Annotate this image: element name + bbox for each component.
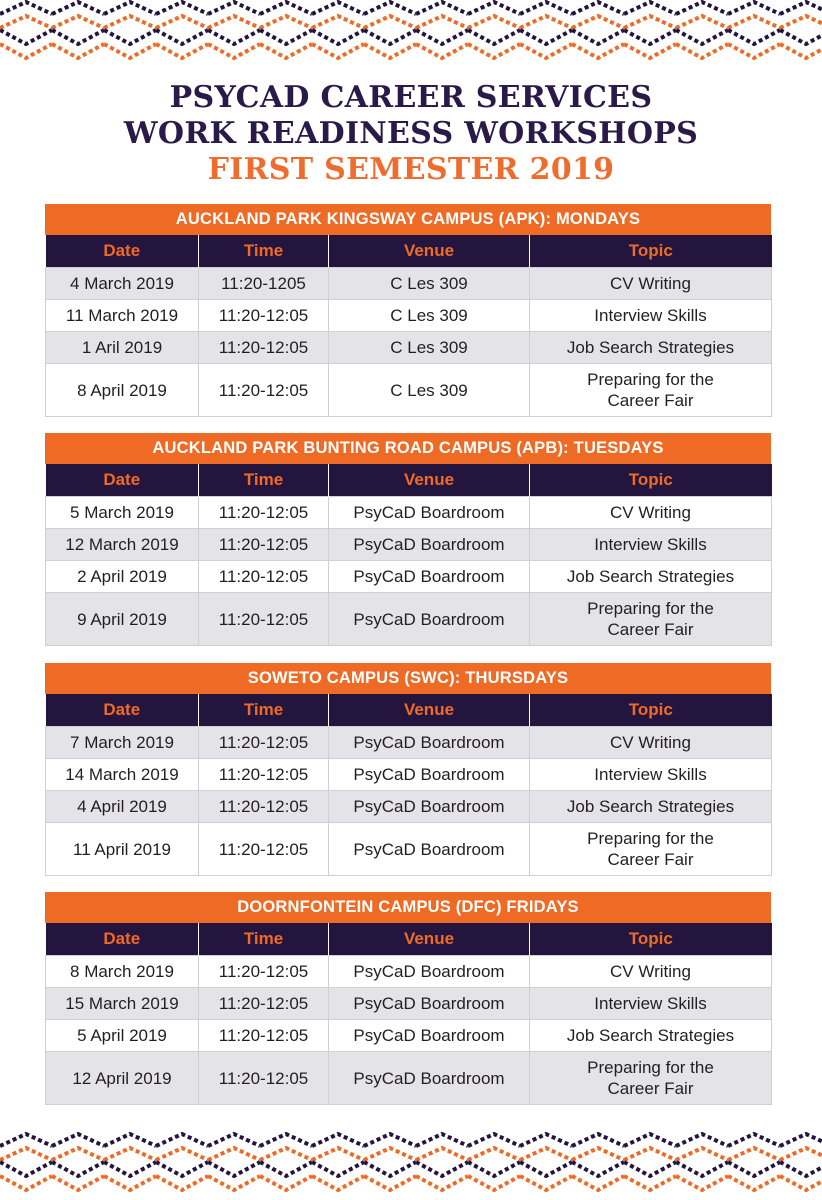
table-row bbox=[46, 561, 772, 593]
topic-line: Preparing for the bbox=[587, 829, 714, 848]
title-line-1: PSYCAD CAREER SERVICES bbox=[169, 80, 653, 115]
cell-venue: PsyCaD Boardroom bbox=[329, 791, 530, 823]
cell-topic: Interview Skills bbox=[530, 988, 772, 1020]
topic-line: Career Fair bbox=[607, 1079, 694, 1098]
section-heading: SOWETO CAMPUS (SWC): THURSDAYS bbox=[45, 663, 771, 694]
cell-date: 15 March 2019 bbox=[46, 988, 199, 1020]
topic-line: Preparing for the bbox=[587, 1058, 714, 1077]
cell-date: 12 April 2019 bbox=[46, 1052, 199, 1105]
section-swc bbox=[45, 663, 771, 876]
column-header-time: Time bbox=[199, 923, 329, 956]
top-pattern-border bbox=[0, 0, 822, 68]
cell-time: 11:20-12:05 bbox=[199, 791, 329, 823]
cell-time: 11:20-12:05 bbox=[199, 823, 329, 876]
table-row bbox=[46, 332, 772, 364]
cell-time: 11:20-12:05 bbox=[199, 956, 329, 988]
cell-date: 4 April 2019 bbox=[46, 791, 199, 823]
column-header-time: Time bbox=[199, 235, 329, 268]
cell-time: 11:20-1205 bbox=[199, 268, 329, 300]
column-header-date: Date bbox=[46, 235, 199, 268]
topic-line: Preparing for the bbox=[587, 599, 714, 618]
table-header-row bbox=[46, 694, 772, 727]
table-row bbox=[46, 823, 772, 876]
cell-venue: C Les 309 bbox=[329, 364, 530, 417]
cell-topic: Job Search Strategies bbox=[530, 332, 772, 364]
zigzag-pattern-icon bbox=[0, 1132, 822, 1200]
cell-topic: Interview Skills bbox=[530, 300, 772, 332]
topic-line: Preparing for the bbox=[587, 370, 714, 389]
cell-time: 11:20-12:05 bbox=[199, 1052, 329, 1105]
cell-time: 11:20-12:05 bbox=[199, 364, 329, 417]
column-header-topic: Topic bbox=[530, 694, 772, 727]
column-header-venue: Venue bbox=[329, 464, 530, 497]
column-header-topic: Topic bbox=[530, 923, 772, 956]
cell-time: 11:20-12:05 bbox=[199, 300, 329, 332]
cell-venue: PsyCaD Boardroom bbox=[329, 956, 530, 988]
cell-date: 5 April 2019 bbox=[46, 1020, 199, 1052]
cell-topic: Job Search Strategies bbox=[530, 1020, 772, 1052]
cell-date: 5 March 2019 bbox=[46, 497, 199, 529]
cell-date: 9 April 2019 bbox=[46, 593, 199, 646]
column-header-topic: Topic bbox=[530, 235, 772, 268]
table-row bbox=[46, 956, 772, 988]
table-row bbox=[46, 364, 772, 417]
schedule-table bbox=[45, 923, 772, 1105]
column-header-time: Time bbox=[199, 694, 329, 727]
cell-date: 8 March 2019 bbox=[46, 956, 199, 988]
cell-topic: Job Search Strategies bbox=[530, 791, 772, 823]
column-header-venue: Venue bbox=[329, 694, 530, 727]
cell-venue: C Les 309 bbox=[329, 332, 530, 364]
cell-venue: PsyCaD Boardroom bbox=[329, 497, 530, 529]
column-header-venue: Venue bbox=[329, 235, 530, 268]
table-row bbox=[46, 497, 772, 529]
table-row bbox=[46, 759, 772, 791]
topic-line: Career Fair bbox=[607, 620, 694, 639]
cell-topic bbox=[530, 1052, 772, 1105]
table-row bbox=[46, 300, 772, 332]
cell-topic: Interview Skills bbox=[530, 759, 772, 791]
table-row bbox=[46, 988, 772, 1020]
topic-line: Career Fair bbox=[607, 850, 694, 869]
cell-date: 8 April 2019 bbox=[46, 364, 199, 417]
column-header-topic: Topic bbox=[530, 464, 772, 497]
cell-venue: PsyCaD Boardroom bbox=[329, 529, 530, 561]
cell-venue: PsyCaD Boardroom bbox=[329, 1052, 530, 1105]
table-row bbox=[46, 1052, 772, 1105]
section-heading: DOORNFONTEIN CAMPUS (DFC) FRIDAYS bbox=[45, 892, 771, 923]
table-row bbox=[46, 593, 772, 646]
table-row bbox=[46, 268, 772, 300]
cell-venue: PsyCaD Boardroom bbox=[329, 759, 530, 791]
table-row bbox=[46, 791, 772, 823]
cell-time: 11:20-12:05 bbox=[199, 332, 329, 364]
cell-venue: PsyCaD Boardroom bbox=[329, 988, 530, 1020]
cell-date: 2 April 2019 bbox=[46, 561, 199, 593]
cell-date: 14 March 2019 bbox=[46, 759, 199, 791]
cell-topic: CV Writing bbox=[530, 956, 772, 988]
column-header-time: Time bbox=[199, 464, 329, 497]
column-header-venue: Venue bbox=[329, 923, 530, 956]
cell-date: 1 Aril 2019 bbox=[46, 332, 199, 364]
cell-time: 11:20-12:05 bbox=[199, 593, 329, 646]
table-header-row bbox=[46, 923, 772, 956]
cell-venue: PsyCaD Boardroom bbox=[329, 727, 530, 759]
cell-venue: PsyCaD Boardroom bbox=[329, 561, 530, 593]
cell-topic bbox=[530, 364, 772, 417]
section-apk bbox=[45, 204, 771, 417]
cell-topic bbox=[530, 593, 772, 646]
cell-venue: PsyCaD Boardroom bbox=[329, 593, 530, 646]
cell-venue: PsyCaD Boardroom bbox=[329, 823, 530, 876]
section-apb bbox=[45, 433, 771, 646]
table-row bbox=[46, 727, 772, 759]
cell-time: 11:20-12:05 bbox=[199, 561, 329, 593]
cell-topic: CV Writing bbox=[530, 268, 772, 300]
cell-topic: CV Writing bbox=[530, 727, 772, 759]
title-line-2: WORK READINESS WORKSHOPS bbox=[123, 116, 699, 151]
column-header-date: Date bbox=[46, 464, 199, 497]
table-row bbox=[46, 1020, 772, 1052]
column-header-date: Date bbox=[46, 694, 199, 727]
cell-topic: Job Search Strategies bbox=[530, 561, 772, 593]
cell-date: 11 March 2019 bbox=[46, 300, 199, 332]
cell-date: 12 March 2019 bbox=[46, 529, 199, 561]
cell-time: 11:20-12:05 bbox=[199, 727, 329, 759]
table-header-row bbox=[46, 464, 772, 497]
cell-date: 7 March 2019 bbox=[46, 727, 199, 759]
cell-topic bbox=[530, 823, 772, 876]
topic-line: Career Fair bbox=[607, 391, 694, 410]
cell-date: 4 March 2019 bbox=[46, 268, 199, 300]
cell-time: 11:20-12:05 bbox=[199, 497, 329, 529]
schedule-table bbox=[45, 694, 772, 876]
section-heading: AUCKLAND PARK BUNTING ROAD CAMPUS (APB): TUESDAYS bbox=[45, 433, 771, 464]
schedule-table bbox=[45, 464, 772, 646]
section-dfc bbox=[45, 892, 771, 1105]
schedule-table bbox=[45, 235, 772, 417]
cell-venue: C Les 309 bbox=[329, 300, 530, 332]
column-header-date: Date bbox=[46, 923, 199, 956]
cell-topic: Interview Skills bbox=[530, 529, 772, 561]
title-line-3: FIRST SEMESTER 2019 bbox=[207, 152, 615, 187]
zigzag-pattern-icon bbox=[0, 0, 822, 68]
cell-time: 11:20-12:05 bbox=[199, 1020, 329, 1052]
cell-time: 11:20-12:05 bbox=[199, 988, 329, 1020]
bottom-pattern-border bbox=[0, 1132, 822, 1200]
cell-topic: CV Writing bbox=[530, 497, 772, 529]
cell-time: 11:20-12:05 bbox=[199, 759, 329, 791]
cell-venue: C Les 309 bbox=[329, 268, 530, 300]
cell-time: 11:20-12:05 bbox=[199, 529, 329, 561]
section-heading: AUCKLAND PARK KINGSWAY CAMPUS (APK): MONDAYS bbox=[45, 204, 771, 235]
page-title bbox=[0, 80, 822, 188]
table-header-row bbox=[46, 235, 772, 268]
cell-venue: PsyCaD Boardroom bbox=[329, 1020, 530, 1052]
table-row bbox=[46, 529, 772, 561]
cell-date: 11 April 2019 bbox=[46, 823, 199, 876]
